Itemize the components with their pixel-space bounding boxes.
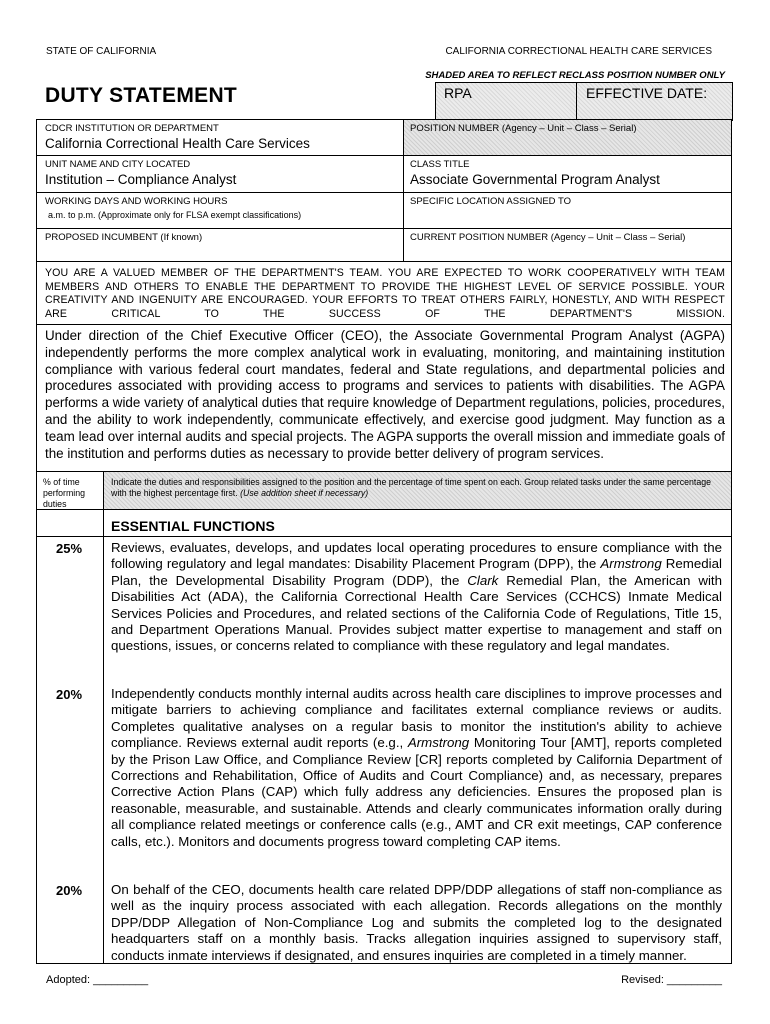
rpa-label: RPA — [444, 85, 472, 101]
row-divider — [37, 324, 731, 325]
unit-value: Institution – Compliance Analyst — [45, 172, 237, 187]
duty-instructions-text: Indicate the duties and responsibilities assigned to the position and the percentage of time spent on each. Group related tasks under the same percentage with the highest percentage first. — [111, 477, 712, 498]
duty-percent: 20% — [55, 687, 83, 702]
position-number-label: POSITION NUMBER (Agency – Unit – Class – Serial) — [410, 123, 637, 134]
class-title-value: Associate Governmental Program Analyst — [410, 172, 660, 187]
institution-label: CDCR INSTITUTION OR DEPARTMENT — [45, 123, 219, 134]
specific-location-label: SPECIFIC LOCATION ASSIGNED TO — [410, 196, 572, 207]
column-divider — [103, 471, 104, 964]
working-hours-value: a.m. to p.m. (Approximate only for FLSA exempt classifications) — [48, 210, 302, 220]
agency-label: CALIFORNIA CORRECTIONAL HEALTH CARE SERVICES — [445, 46, 712, 57]
row-divider — [37, 471, 731, 472]
row-divider — [37, 509, 731, 510]
position-summary: Under direction of the Chief Executive Officer (CEO), the Associate Governmental Program Analyst (AGPA) independently performs the more complex analytical work in evaluating, monitoring, and maintaining institution compliance with various federal court mandates, federal and State regulations, and departmental policies and procedures associated with providing access to programs and services to patients with disabilities. The AGPA performs a wide variety of analytical duties that require knowledge of Department regulations, policies, procedures, and the ability to work independently, communicate effectively, and exercise good judgment. May function as a team lead over internal audits and special projects. The AGPA supports the overall mission and immediate goals of the institution and performs duties as necessary to provide better delivery of program services. — [45, 328, 725, 461]
proposed-incumbent-label: PROPOSED INCUMBENT (If known) — [45, 232, 203, 243]
row-divider — [37, 228, 731, 229]
working-hours-label: WORKING DAYS AND WORKING HOURS — [45, 196, 228, 207]
row-divider — [103, 536, 731, 537]
page-title: DUTY STATEMENT — [45, 84, 238, 107]
percent-time-header: % of time performing duties — [43, 477, 86, 509]
institution-value: California Correctional Health Care Services — [45, 136, 310, 151]
current-position-label: CURRENT POSITION NUMBER (Agency – Unit – Class – Serial) — [410, 232, 686, 243]
duty-description: Reviews, evaluates, develops, and updates local operating procedures to ensure compliance with the following regulatory and legal mandates: Disability Placement Program (DPP), the Armstrong Remedial Plan, the Developmental Disability Program (DDP), the Clark Remedial Plan, the American with Disabilities Act (ADA), the California Correctional Health Care Services (CCHCS) Inmate Medical Services Policies and Procedures, and related sections of the California Code of Regulations, Title 15, and Department Operations Manual. Provides subject matter expertise to management and staff on questions, issues, or concerns related to compliance with these regulatory and legal mandates. — [111, 540, 722, 654]
duty-instructions — [111, 477, 721, 499]
duty-percent: 25% — [55, 541, 83, 556]
rpa-box — [435, 82, 733, 121]
revised-field: Revised: _________ — [621, 974, 722, 986]
duty-description: Independently conducts monthly internal audits across health care disciplines to improve processes and mitigate barriers to achieving compliance and facilitates external compliance reviews or audits. Completes qualitative analyses on a regular basis to monitor the institution's ability to achieve compliance. Reviews external audit reports (e.g., Armstrong Monitoring Tour [AMT], reports completed by the Prison Law Office, and Compliance Review [CR] reports completed by California Department of Corrections and Rehabilitation, Office of Audits and Court Compliance) and, as necessary, prepares Corrective Action Plans (CAP) which fully address any deficiencies. Ensures the proposed plan is reasonable, measurable, and sustainable. Attends and clearly communicates information orally during all compliance related meetings or conference calls (e.g., AMT and CR exit meetings, CAP conference calls, etc.). Monitors and documents progress toward completing CAP items. — [111, 686, 722, 849]
state-label: STATE OF CALIFORNIA — [46, 46, 157, 57]
row-divider — [37, 261, 731, 262]
mission-statement: YOU ARE A VALUED MEMBER OF THE DEPARTMENT'S TEAM. YOU ARE EXPECTED TO WORK COOPERATIVELY WITH TEAM MEMBERS AND OTHERS TO ENABLE THE DEPARTMENT TO PROVIDE THE HIGHEST LEVEL OF SERVICE POSSIBLE. YOUR CREATIVITY AND INGENUITY ARE ENCOURAGED. YOUR EFFORTS TO TREAT OTHERS FAIRLY, HONESTLY, AND WITH RESPECT ARE CRITICAL TO THE SUCCESS OF THE DEPARTMENT'S MISSION. — [45, 267, 725, 320]
duty-statement-form — [36, 119, 732, 964]
duty-instructions-note: (Use addition sheet if necessary) — [240, 488, 369, 498]
column-divider — [403, 120, 404, 261]
duty-description: On behalf of the CEO, documents health care related DPP/DDP allegations of staff non-compliance as well as the inquiry process associated with each allegation. Records allegations on the monthly DPP/DDP Allegation of Non-Compliance Log and submits the completed log to the designated headquarters staff on a monthly basis. Tracks allegation inquiries assigned to supervisory staff, conducts inmate interviews if designated, and ensures inquiries are completed in a timely manner. — [111, 882, 722, 963]
class-title-label: CLASS TITLE — [410, 159, 470, 170]
essential-functions-heading: ESSENTIAL FUNCTIONS — [111, 518, 275, 534]
adopted-field: Adopted: _________ — [46, 974, 149, 986]
row-divider — [37, 536, 103, 537]
unit-label: UNIT NAME AND CITY LOCATED — [45, 159, 191, 170]
effective-date-label: EFFECTIVE DATE: — [586, 85, 708, 101]
duty-percent: 20% — [55, 883, 83, 898]
rpa-divider — [576, 83, 577, 121]
shaded-area-note: SHADED AREA TO REFLECT RECLASS POSITION NUMBER ONLY — [425, 70, 725, 81]
row-divider — [37, 192, 731, 193]
row-divider — [37, 155, 731, 156]
